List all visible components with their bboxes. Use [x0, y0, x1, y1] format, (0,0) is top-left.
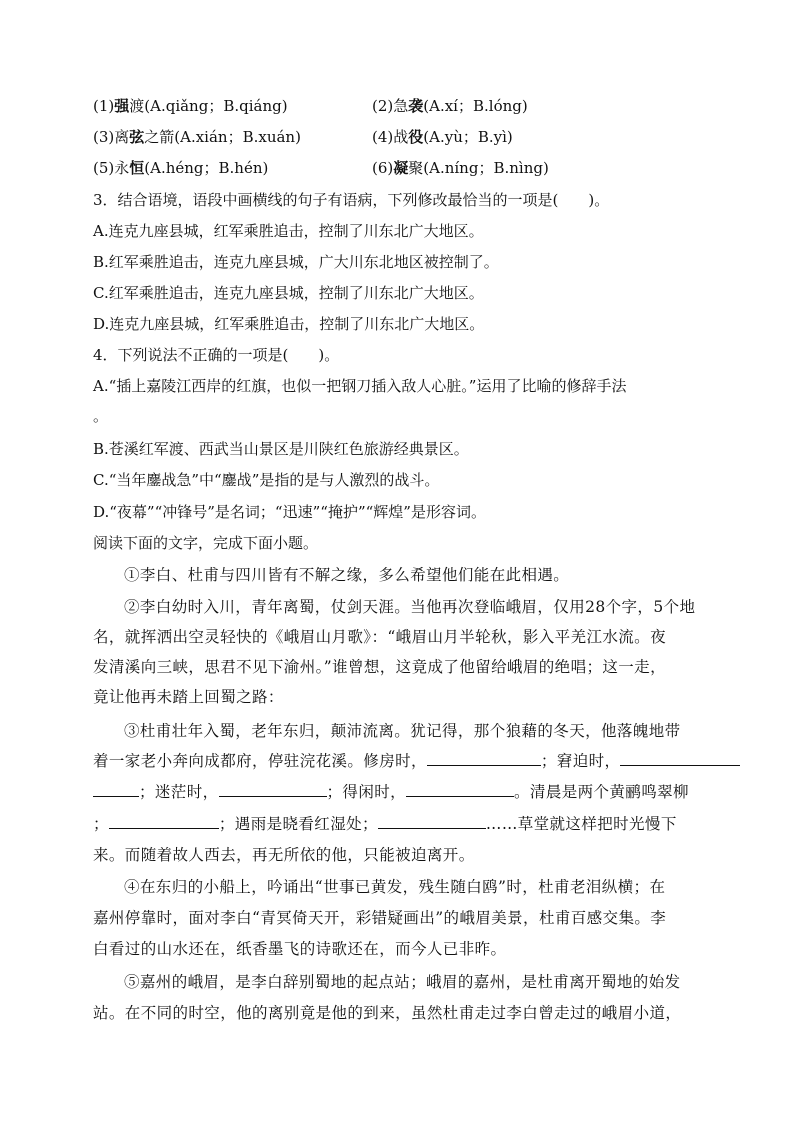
- pinyin-item-6: (6)凝聚(A.níng；B.nìng): [372, 159, 549, 177]
- question-4-option-a-cont: 。: [93, 407, 109, 425]
- passage-paragraph-3-line-1: ③杜甫壮年入蜀，老年东归，颠沛流离。犹记得，那个狼藉的冬天，他落魄地带: [124, 722, 681, 740]
- question-3-option-a: A.连克九座县城，红军乘胜追击，控制了川东北广大地区。: [93, 222, 484, 240]
- question-4-option-c: C.“当年鏖战急”中“鏖战”是指的是与人激烈的战斗。: [93, 471, 440, 489]
- passage-paragraph-4-line-2: 嘉州停靠时，面对李白“青冥倚天开，彩错疑画出”的峨眉美景，杜甫百感交集。李: [93, 909, 667, 927]
- pinyin-item-1: (1)强渡(A.qiǎng；B.qiáng): [93, 97, 288, 115]
- passage-paragraph-5-line-1: ⑤嘉州的峨眉，是李白辞别蜀地的起点站；峨眉的嘉州，是杜甫离开蜀地的始发: [124, 973, 681, 991]
- question-3-option-c: C.红军乘胜追击，连克九座县城，控制了川东北广大地区。: [93, 284, 484, 302]
- fill-blank-2[interactable]: [620, 751, 740, 766]
- passage-paragraph-3-line-4: ； ；遇雨是晓看红湿处； ……草堂就这样把时光慢下: [93, 815, 677, 833]
- question-4-option-a: A.“插上嘉陵江西岸的红旗，也似一把钢刀插入敌人心脏。”运用了比喻的修辞手法: [93, 377, 627, 395]
- question-3-option-d: D.连克九座县城，红军乘胜追击，控制了川东北广大地区。: [93, 315, 485, 333]
- question-4-option-b: B.苍溪红军渡、西武当山景区是川陕红色旅游经典景区。: [93, 440, 469, 458]
- reading-intro: 阅读下面的文字，完成下面小题。: [93, 534, 319, 552]
- pinyin-item-3: (3)离弦之箭(A.xián；B.xuán): [93, 128, 301, 146]
- question-3-stem: 3．结合语境，语段中画横线的句子有语病，下列修改最恰当的一项是( )。: [93, 191, 610, 209]
- passage-paragraph-3-line-3: ；迷茫时， ；得闲时， 。清晨是两个黄鹂鸣翠柳: [93, 782, 689, 802]
- passage-paragraph-4-line-3: 白看过的山水还在，纸香墨飞的诗歌还在，而今人已非昨。: [93, 940, 507, 958]
- passage-paragraph-2-line-3: 发清溪向三峡，思君不见下渝州。”谁曾想，这竟成了他留给峨眉的绝唱；这一走，: [93, 658, 666, 676]
- passage-paragraph-4-line-1: ④在东归的小船上，吟诵出“世事已黄发，残生随白鸥”时，杜甫老泪纵横；在: [124, 878, 666, 896]
- passage-paragraph-3-line-5: 来。而随着故人西去，再无所依的他，只能被迫离开。: [93, 846, 475, 864]
- fill-blank-4[interactable]: [406, 782, 514, 797]
- pinyin-item-5: (5)永恒(A.héng；B.hén): [93, 159, 269, 177]
- fill-blank-1[interactable]: [427, 751, 541, 766]
- passage-paragraph-1: ①李白、杜甫与四川皆有不解之缘，多么希望他们能在此相遇。: [124, 566, 570, 584]
- question-3-option-b: B.红军乘胜追击，连克九座县城，广大川东北地区被控制了。: [93, 253, 499, 271]
- pinyin-item-2: (2)急袭(A.xí；B.lóng): [372, 97, 528, 115]
- passage-paragraph-2-line-2: 名，就挥洒出空灵轻快的《峨眉山月歌》：“峨眉山月半轮秋，影入平羌江水流。夜: [93, 628, 666, 646]
- question-4-option-d: D.“夜幕”“冲锋号”是名词；“迅速”“掩护”“辉煌”是形容词。: [93, 503, 486, 521]
- fill-blank-3[interactable]: [219, 782, 327, 797]
- fill-blank-6[interactable]: [378, 814, 486, 829]
- passage-paragraph-2-line-1: ②李白幼时入川，青年离蜀，仗剑天涯。当他再次登临峨眉，仅用28个字，5个地: [124, 598, 696, 616]
- passage-paragraph-3-line-2: 着一家老小奔向成都府，停驻浣花溪。修房时， ；窘迫时，: [93, 751, 740, 771]
- passage-paragraph-2-line-4: 竟让他再未踏上回蜀之路：: [93, 688, 284, 706]
- passage-paragraph-5-line-2: 站。在不同的时空，他的离别竟是他的到来，虽然杜甫走过李白曾走过的峨眉小道，: [93, 1004, 682, 1022]
- fill-blank-5[interactable]: [109, 814, 219, 829]
- fill-blank-2-cont[interactable]: [93, 782, 139, 797]
- question-4-stem: 4．下列说法不正确的一项是( )。: [93, 346, 340, 364]
- pinyin-item-4: (4)战役(A.yù；B.yì): [372, 128, 513, 146]
